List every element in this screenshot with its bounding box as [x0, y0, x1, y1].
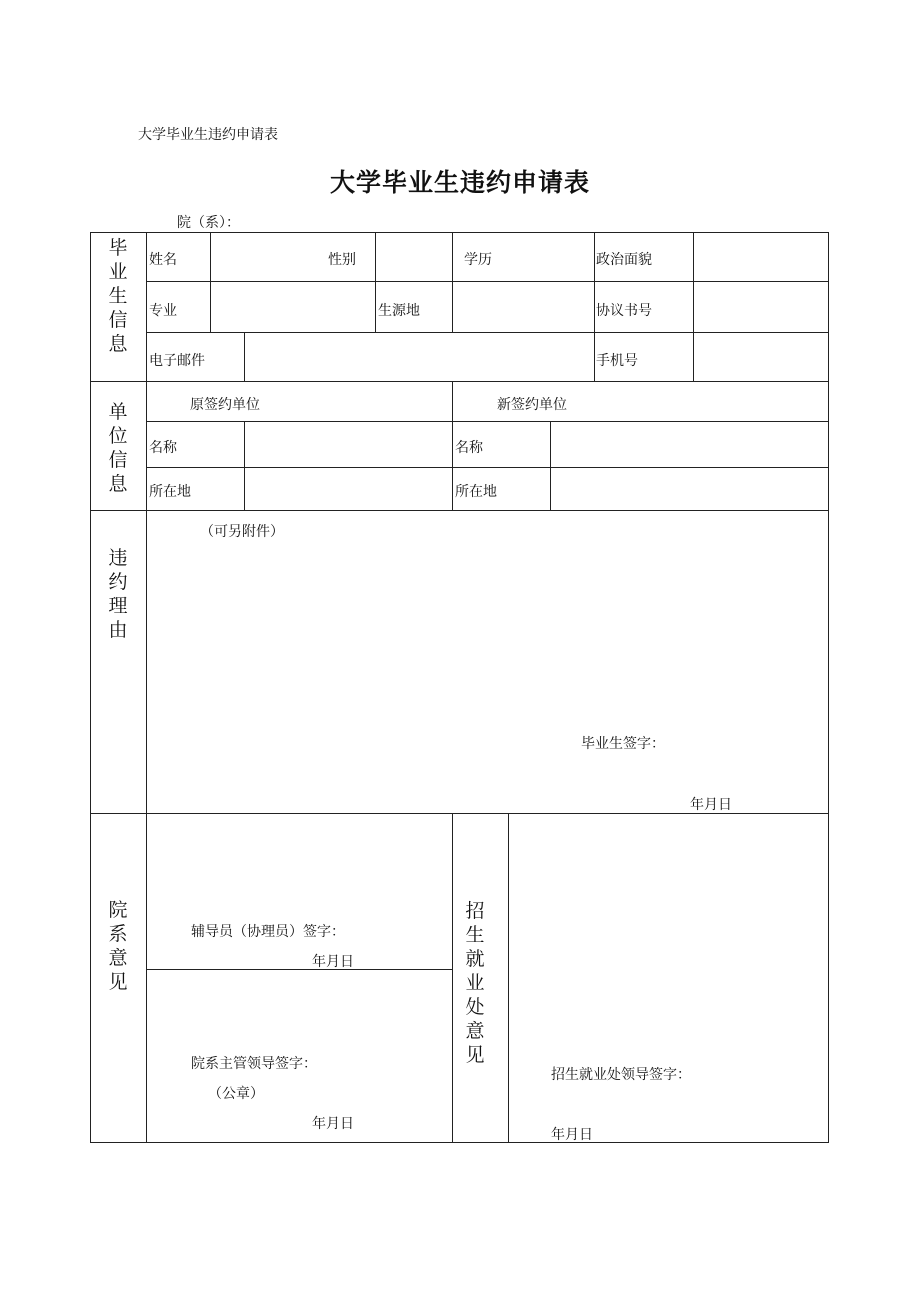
- office-leader-signature-label: 招生就业处领导签字：: [551, 1067, 691, 1083]
- table-border-top: [90, 232, 829, 233]
- education-label: 学历: [464, 252, 492, 268]
- original-unit-location-label: 所在地: [149, 484, 191, 500]
- col-divider: [550, 421, 551, 510]
- row-divider: [146, 281, 829, 282]
- table-border-left: [90, 232, 91, 1143]
- new-unit-name-label: 名称: [455, 440, 483, 456]
- col-divider: [452, 813, 453, 1142]
- col-divider: [244, 421, 245, 510]
- section-label-dept-opinion: 院系意见: [108, 899, 128, 993]
- row-divider: [146, 421, 829, 422]
- phone-label: 手机号: [596, 353, 638, 369]
- section-label-graduate-info: 毕业生信息: [108, 237, 128, 355]
- name-label: 姓名: [149, 252, 177, 268]
- dept-leader-signature-label: 院系主管领导签字：: [191, 1056, 317, 1072]
- graduate-signature-label: 毕业生签字：: [581, 736, 665, 752]
- col-divider: [693, 232, 694, 381]
- col-divider: [452, 381, 453, 510]
- row-divider: [146, 332, 829, 333]
- agreement-number-label: 协议书号: [596, 303, 652, 319]
- col-divider: [452, 232, 453, 332]
- col-divider: [375, 232, 376, 332]
- col-divider: [210, 232, 211, 332]
- row-divider: [146, 969, 452, 970]
- original-unit-header: 原签约单位: [190, 397, 260, 413]
- email-label: 电子邮件: [149, 353, 205, 369]
- section-divider: [90, 381, 829, 382]
- counselor-date-label: 年月日: [312, 954, 354, 970]
- major-label: 专业: [149, 303, 177, 319]
- col-divider: [594, 232, 595, 381]
- graduate-date-label: 年月日: [690, 797, 732, 813]
- row-divider: [146, 467, 829, 468]
- section-label-unit-info: 单位信息: [108, 401, 128, 495]
- col-divider: [508, 813, 509, 1142]
- col-divider: [244, 332, 245, 381]
- section-label-reason: 违约理由: [108, 547, 128, 641]
- section-label-divider: [146, 232, 147, 1143]
- political-status-label: 政治面貌: [596, 252, 652, 268]
- attachment-hint: （可另附件）: [200, 524, 284, 540]
- new-unit-header: 新签约单位: [497, 397, 567, 413]
- origin-label: 生源地: [378, 303, 420, 319]
- form-title: 大学毕业生违约申请表: [329, 168, 590, 197]
- section-label-office-opinion: 招生就业处意见: [465, 900, 485, 1066]
- table-border-right: [828, 232, 829, 1143]
- official-seal-label: （公章）: [208, 1086, 264, 1102]
- gender-label: 性别: [328, 252, 356, 268]
- department-label: 院（系）：: [177, 215, 240, 231]
- office-date-label: 年月日: [551, 1127, 593, 1143]
- original-unit-name-label: 名称: [149, 440, 177, 456]
- counselor-signature-label: 辅导员（协理员）签字：: [191, 924, 345, 940]
- dept-leader-date-label: 年月日: [312, 1116, 354, 1132]
- section-divider: [90, 510, 829, 511]
- table-border-bottom: [90, 1142, 829, 1143]
- new-unit-location-label: 所在地: [455, 484, 497, 500]
- header-caption: 大学毕业生违约申请表: [138, 127, 278, 143]
